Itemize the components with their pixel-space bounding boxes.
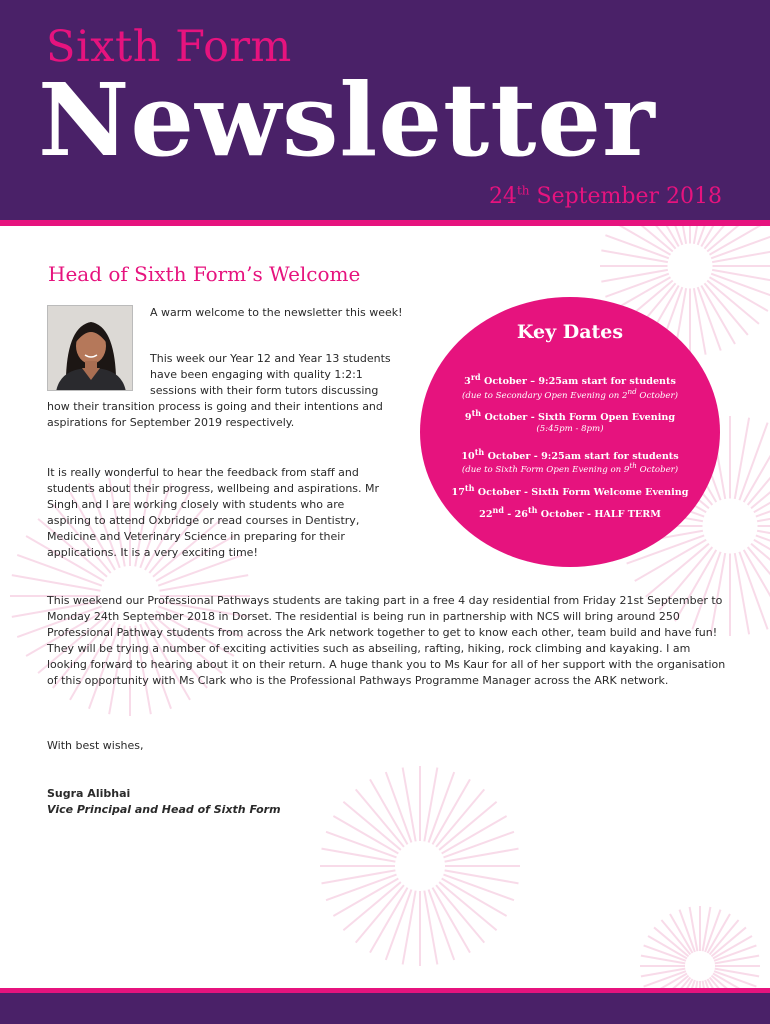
key-date-note: (due to Secondary Open Evening on 2nd October) [462,387,678,401]
closing-line: With best wishes, [47,739,144,752]
key-date-note: (5:45pm - 8pm) [536,424,604,434]
key-dates-circle [420,297,720,567]
masthead [0,0,770,220]
key-date-item: 3rd October – 9:25am start for students [464,372,676,388]
signer-name: Sugra Alibhai [47,787,131,800]
key-date-item: 9th October - Sixth Form Open Evening [464,408,676,424]
issue-date: 24th September 2018 [488,183,722,209]
section-heading: Head of Sixth Form’s Welcome [48,262,361,286]
welcome-paragraph-1: This week our Year 12 and Year 13 students have been engaging with quality 1:2:1 sessions with their form tutors discussing how their transition process is going and their intentions and aspirations for September 2019 respectively. [47,352,391,429]
signer-role: Vice Principal and Head of Sixth Form [47,803,281,816]
footer-bar [0,993,770,1024]
welcome-paragraph-2: It is really wonderful to hear the feedback from staff and students about their progress, wellbeing and aspirations. Mr Singh and I are working closely with students who are aspiring to attend Oxbridge or read courses in Dentistry, Medicine and Veterinary Science in preparing for their applications. It is a very exciting time! [47,466,380,559]
welcome-intro: A warm welcome to the newsletter this week! [150,306,403,319]
welcome-paragraph-3: This weekend our Professional Pathways students are taking part in a free 4 day residential from Friday 21st September to Monday 24th September 2018 in Dorset. The residential is being run in partnership with NCS will bring around 250 Professional Pathway students from across the Ark network together to get to know each other, team build and have fun! They will be trying a number of exciting activities such as abseiling, rafting, hiking, rock climbing and kayaking. I am looking forward to hearing about it on their return. A huge thank you to Ms Kaur for all of her support with the organisation of this opportunity with Ms Clark who is the Professional Pathways Programme Manager across the ARK network. [47,594,726,687]
key-date-item: 10th October - 9:25am start for students [461,447,679,463]
key-date-item: 17th October - Sixth Form Welcome Evening [451,483,689,499]
key-dates-title: Key Dates [516,321,624,343]
masthead-title: Newsletter [38,61,656,179]
masthead-supertitle: Sixth Form [46,22,292,72]
key-date-note: (due to Sixth Form Open Evening on 9th October) [461,461,679,475]
key-date-item: 22nd - 26th October - HALF TERM [479,505,661,521]
